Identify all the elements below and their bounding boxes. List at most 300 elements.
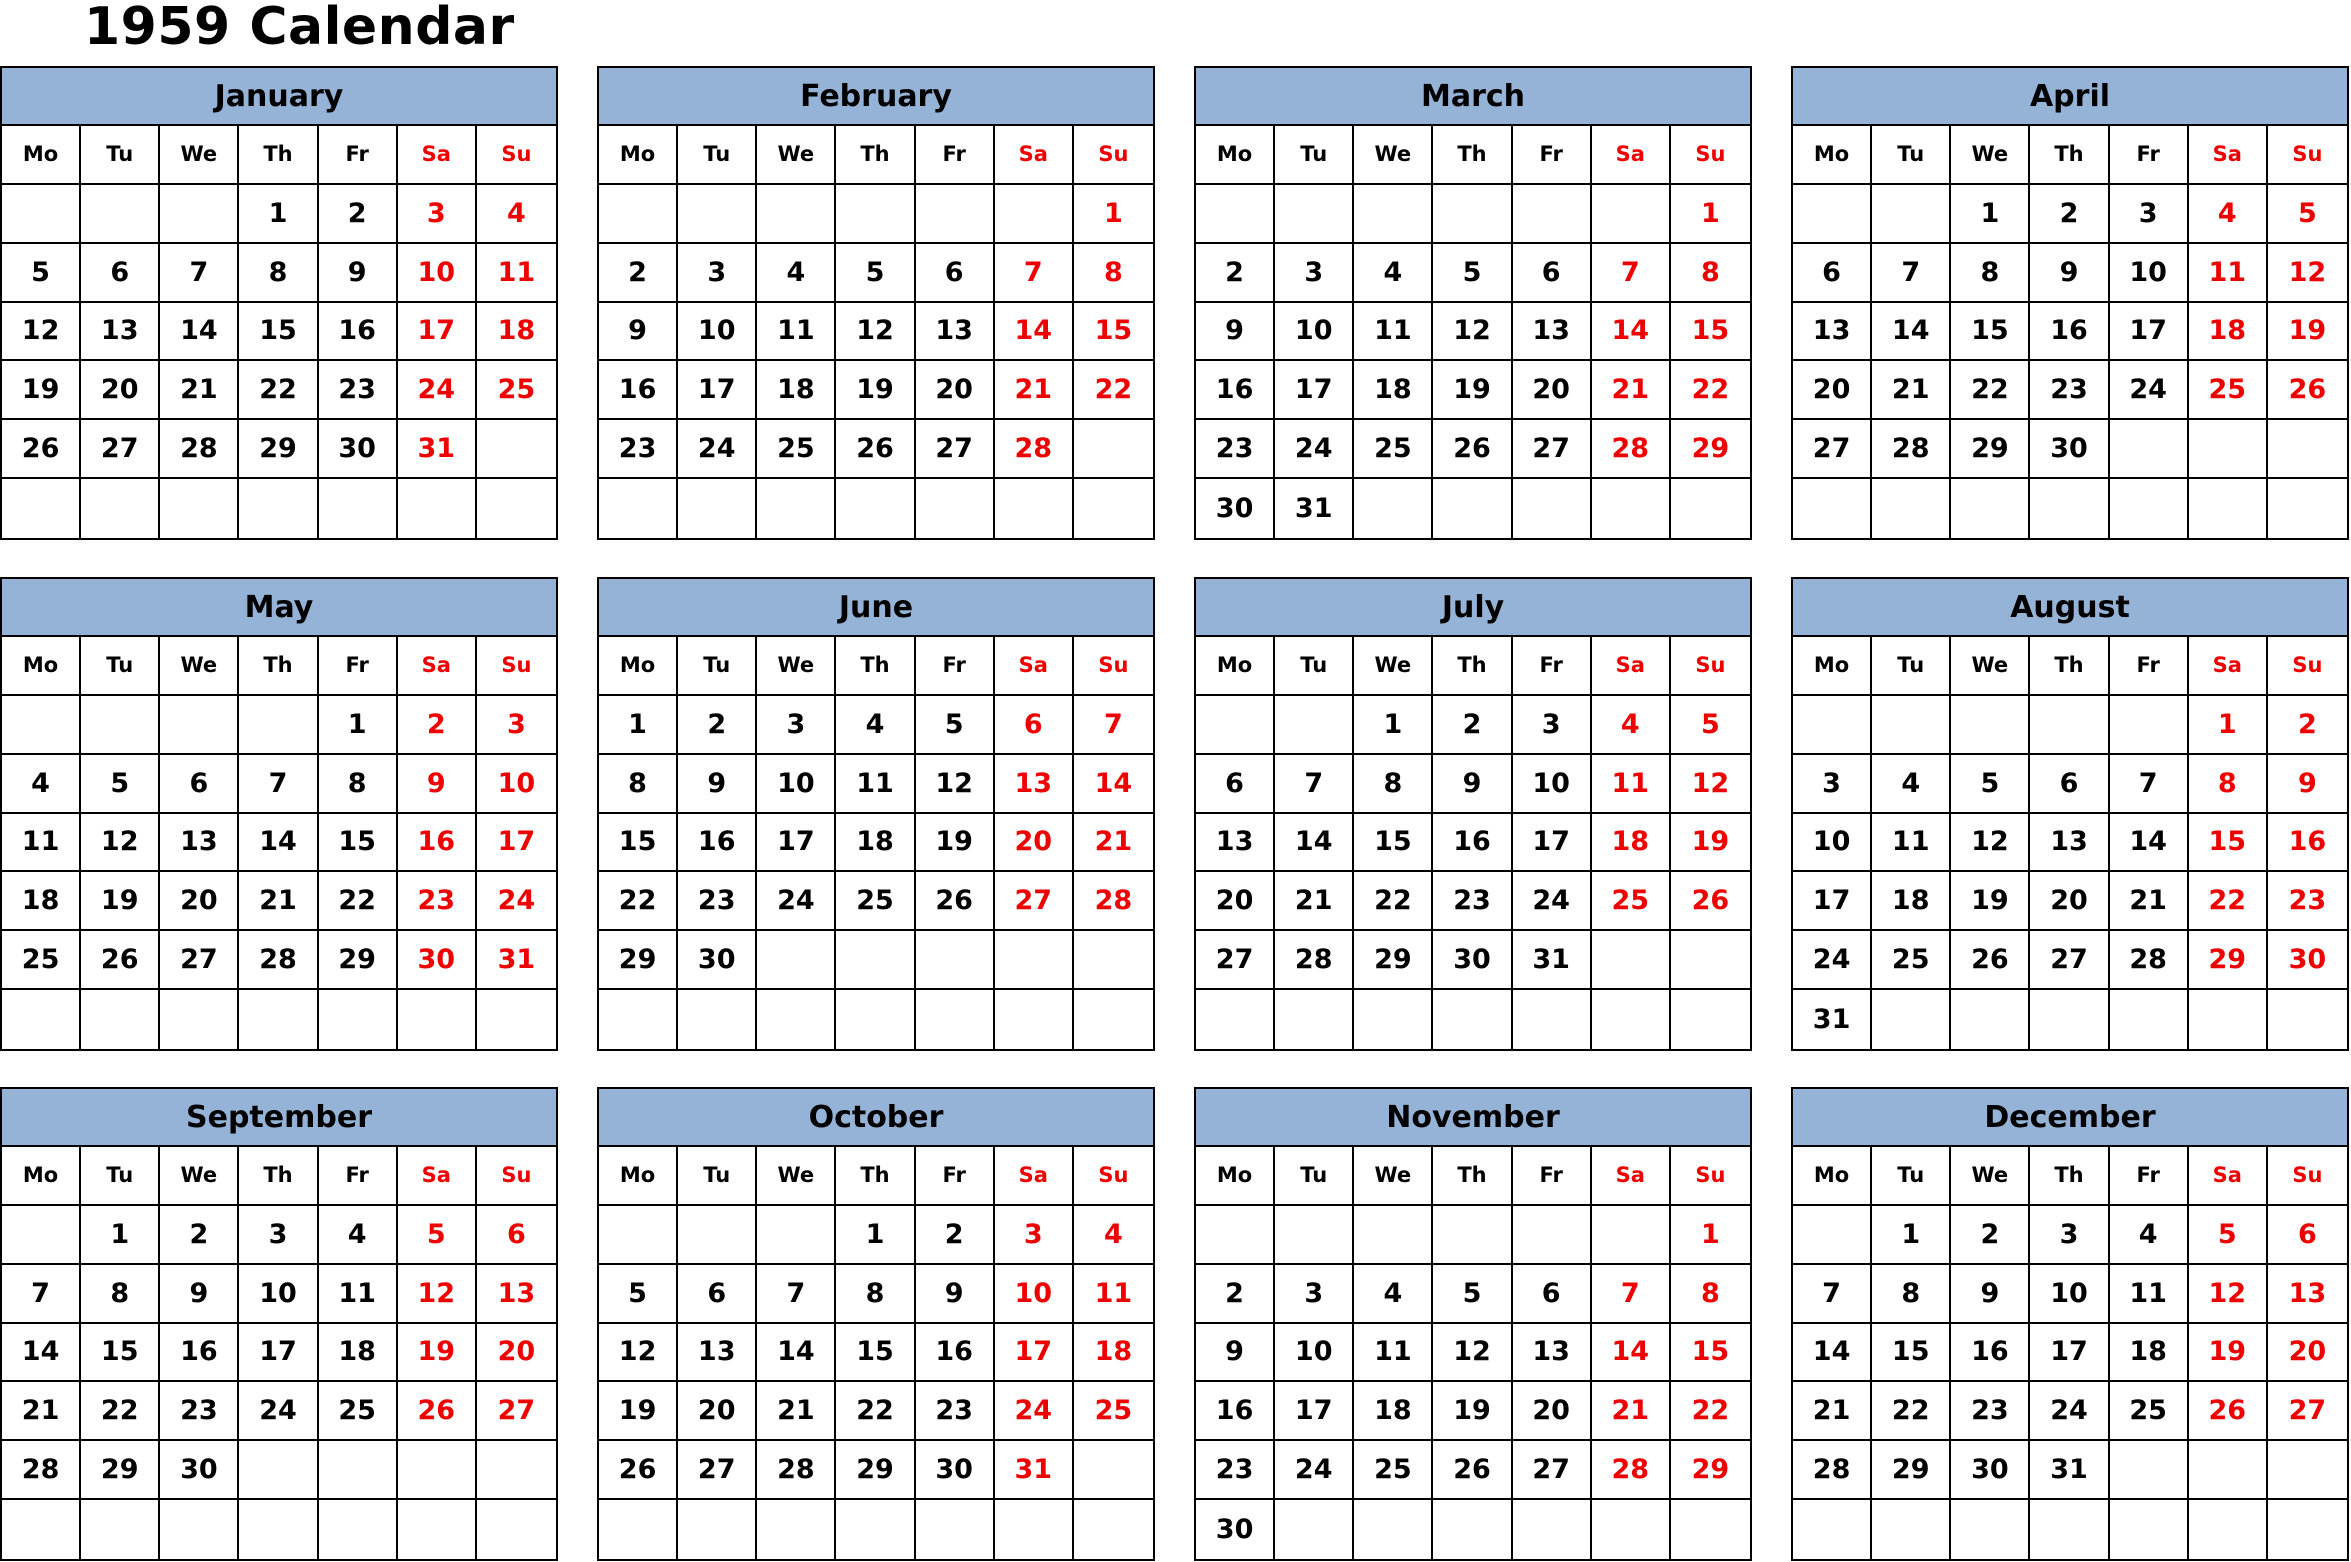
day-cell: 30	[319, 420, 398, 479]
day-cell: 5	[398, 1206, 477, 1265]
day-cell: 20	[678, 1382, 757, 1441]
day-cell: 25	[1074, 1382, 1153, 1441]
day-cell: 24	[239, 1382, 318, 1441]
day-cell: 8	[1671, 1265, 1750, 1324]
day-cell: 7	[2110, 755, 2189, 814]
month-june	[597, 577, 1155, 1051]
day-cell: 31	[995, 1441, 1074, 1500]
day-cell: 5	[916, 696, 995, 755]
month-july	[1194, 577, 1752, 1051]
weekday-header: Mo	[2, 126, 81, 185]
empty-cell	[239, 1441, 318, 1500]
day-cell: 22	[81, 1382, 160, 1441]
day-cell: 5	[1433, 1265, 1512, 1324]
day-cell: 15	[1074, 303, 1153, 362]
day-cell: 18	[2110, 1324, 2189, 1383]
day-cell: 8	[1671, 244, 1750, 303]
weekday-header: Tu	[678, 637, 757, 696]
day-cell: 14	[757, 1324, 836, 1383]
day-cell: 5	[81, 755, 160, 814]
day-cell: 1	[1671, 185, 1750, 244]
day-cell: 17	[678, 361, 757, 420]
day-cell: 7	[1592, 1265, 1671, 1324]
empty-cell	[477, 990, 556, 1049]
day-cell: 1	[2189, 696, 2268, 755]
day-cell: 9	[916, 1265, 995, 1324]
day-cell: 23	[2030, 361, 2109, 420]
month-march	[1194, 66, 1752, 540]
weekday-header: Sa	[2189, 637, 2268, 696]
day-cell: 6	[2268, 1206, 2347, 1265]
weekday-header: We	[160, 1147, 239, 1206]
day-cell: 11	[1074, 1265, 1153, 1324]
weekday-header: We	[757, 637, 836, 696]
day-cell: 30	[2030, 420, 2109, 479]
day-cell: 12	[81, 814, 160, 873]
day-cell: 26	[916, 872, 995, 931]
empty-cell	[239, 1500, 318, 1559]
empty-cell	[678, 1206, 757, 1265]
empty-cell	[2110, 696, 2189, 755]
weekday-header: Sa	[398, 1147, 477, 1206]
day-cell: 1	[1951, 185, 2030, 244]
empty-cell	[1872, 1500, 1951, 1559]
day-cell: 24	[477, 872, 556, 931]
day-cell: 9	[2030, 244, 2109, 303]
day-cell: 25	[1592, 872, 1671, 931]
month-grid	[1793, 637, 2347, 1049]
weekday-header: Tu	[81, 126, 160, 185]
month-title: April	[1793, 68, 2347, 126]
day-cell: 2	[1433, 696, 1512, 755]
day-cell: 26	[1951, 931, 2030, 990]
day-cell: 24	[1275, 420, 1354, 479]
day-cell: 12	[1433, 303, 1512, 362]
day-cell: 15	[1354, 814, 1433, 873]
day-cell: 8	[836, 1265, 915, 1324]
day-cell: 14	[1592, 1324, 1671, 1383]
day-cell: 10	[1275, 1324, 1354, 1383]
empty-cell	[1951, 1500, 2030, 1559]
weekday-header: Th	[2030, 126, 2109, 185]
weekday-header: Tu	[1872, 637, 1951, 696]
empty-cell	[599, 1500, 678, 1559]
day-cell: 21	[1074, 814, 1153, 873]
day-cell: 4	[2110, 1206, 2189, 1265]
day-cell: 16	[1433, 814, 1512, 873]
empty-cell	[398, 1441, 477, 1500]
day-cell: 10	[1793, 814, 1872, 873]
day-cell: 20	[995, 814, 1074, 873]
day-cell: 12	[2189, 1265, 2268, 1324]
weekday-header: Mo	[599, 1147, 678, 1206]
empty-cell	[1793, 479, 1872, 538]
day-cell: 23	[678, 872, 757, 931]
empty-cell	[1354, 990, 1433, 1049]
day-cell: 13	[2268, 1265, 2347, 1324]
month-grid	[1196, 637, 1750, 1049]
day-cell: 16	[1951, 1324, 2030, 1383]
day-cell: 14	[1592, 303, 1671, 362]
day-cell: 8	[1354, 755, 1433, 814]
empty-cell	[1433, 990, 1512, 1049]
empty-cell	[995, 185, 1074, 244]
empty-cell	[1513, 479, 1592, 538]
day-cell: 25	[2189, 361, 2268, 420]
empty-cell	[2, 1500, 81, 1559]
day-cell: 16	[2268, 814, 2347, 873]
weekday-header: Th	[836, 126, 915, 185]
day-cell: 14	[160, 303, 239, 362]
day-cell: 5	[2268, 185, 2347, 244]
day-cell: 23	[1951, 1382, 2030, 1441]
day-cell: 4	[1354, 1265, 1433, 1324]
day-cell: 28	[1275, 931, 1354, 990]
day-cell: 23	[1433, 872, 1512, 931]
day-cell: 2	[916, 1206, 995, 1265]
weekday-header: Su	[477, 637, 556, 696]
empty-cell	[836, 990, 915, 1049]
day-cell: 9	[160, 1265, 239, 1324]
day-cell: 26	[81, 931, 160, 990]
day-cell: 29	[1671, 420, 1750, 479]
empty-cell	[398, 479, 477, 538]
day-cell: 28	[1872, 420, 1951, 479]
day-cell: 12	[1671, 755, 1750, 814]
month-grid	[1196, 1147, 1750, 1559]
month-december	[1791, 1087, 2349, 1561]
day-cell: 9	[398, 755, 477, 814]
weekday-header: Su	[1671, 637, 1750, 696]
day-cell: 11	[2189, 244, 2268, 303]
day-cell: 29	[319, 931, 398, 990]
day-cell: 21	[1275, 872, 1354, 931]
weekday-header: We	[1354, 1147, 1433, 1206]
empty-cell	[1196, 185, 1275, 244]
day-cell: 29	[1872, 1441, 1951, 1500]
day-cell: 16	[1196, 361, 1275, 420]
empty-cell	[2110, 1441, 2189, 1500]
weekday-header: Sa	[2189, 1147, 2268, 1206]
weekday-header: Th	[2030, 637, 2109, 696]
day-cell: 15	[599, 814, 678, 873]
day-cell: 22	[1872, 1382, 1951, 1441]
weekday-header: Su	[1074, 637, 1153, 696]
day-cell: 9	[2268, 755, 2347, 814]
day-cell: 17	[995, 1324, 1074, 1383]
weekday-header: Fr	[1513, 637, 1592, 696]
weekday-header: We	[160, 637, 239, 696]
weekday-header: Sa	[995, 126, 1074, 185]
day-cell: 26	[1433, 420, 1512, 479]
day-cell: 2	[1196, 244, 1275, 303]
empty-cell	[1196, 1206, 1275, 1265]
day-cell: 1	[319, 696, 398, 755]
empty-cell	[239, 990, 318, 1049]
empty-cell	[2030, 990, 2109, 1049]
empty-cell	[477, 420, 556, 479]
day-cell: 28	[995, 420, 1074, 479]
day-cell: 12	[1951, 814, 2030, 873]
day-cell: 9	[678, 755, 757, 814]
day-cell: 22	[239, 361, 318, 420]
day-cell: 24	[398, 361, 477, 420]
weekday-header: Fr	[1513, 126, 1592, 185]
empty-cell	[995, 1500, 1074, 1559]
empty-cell	[2, 696, 81, 755]
day-cell: 26	[2, 420, 81, 479]
weekday-header: Mo	[599, 637, 678, 696]
day-cell: 5	[836, 244, 915, 303]
weekday-header: Fr	[2110, 637, 2189, 696]
day-cell: 8	[1074, 244, 1153, 303]
weekday-header: Mo	[1196, 1147, 1275, 1206]
weekday-header: Mo	[1196, 126, 1275, 185]
weekday-header: Su	[477, 126, 556, 185]
day-cell: 23	[319, 361, 398, 420]
month-title: March	[1196, 68, 1750, 126]
weekday-header: Fr	[916, 126, 995, 185]
weekday-header: Th	[1433, 637, 1512, 696]
day-cell: 30	[1196, 479, 1275, 538]
weekday-header: Su	[477, 1147, 556, 1206]
weekday-header: Fr	[2110, 1147, 2189, 1206]
empty-cell	[599, 1206, 678, 1265]
empty-cell	[1275, 1500, 1354, 1559]
month-grid	[599, 126, 1153, 538]
empty-cell	[1793, 1500, 1872, 1559]
day-cell: 15	[81, 1324, 160, 1383]
weekday-header: Th	[836, 1147, 915, 1206]
day-cell: 14	[1074, 755, 1153, 814]
day-cell: 24	[1513, 872, 1592, 931]
month-november	[1194, 1087, 1752, 1561]
month-title: October	[599, 1089, 1153, 1147]
day-cell: 7	[1074, 696, 1153, 755]
weekday-header: Sa	[995, 1147, 1074, 1206]
empty-cell	[160, 1500, 239, 1559]
day-cell: 15	[1951, 303, 2030, 362]
day-cell: 17	[1793, 872, 1872, 931]
day-cell: 26	[398, 1382, 477, 1441]
empty-cell	[160, 185, 239, 244]
day-cell: 29	[836, 1441, 915, 1500]
day-cell: 21	[160, 361, 239, 420]
empty-cell	[2268, 479, 2347, 538]
day-cell: 3	[477, 696, 556, 755]
day-cell: 3	[398, 185, 477, 244]
month-grid	[2, 126, 556, 538]
day-cell: 10	[678, 303, 757, 362]
empty-cell	[678, 479, 757, 538]
empty-cell	[319, 1441, 398, 1500]
day-cell: 15	[319, 814, 398, 873]
day-cell: 2	[2030, 185, 2109, 244]
day-cell: 4	[2189, 185, 2268, 244]
empty-cell	[1074, 479, 1153, 538]
weekday-header: Th	[2030, 1147, 2109, 1206]
day-cell: 19	[916, 814, 995, 873]
day-cell: 4	[1592, 696, 1671, 755]
day-cell: 3	[678, 244, 757, 303]
day-cell: 10	[757, 755, 836, 814]
day-cell: 30	[1196, 1500, 1275, 1559]
day-cell: 8	[1872, 1265, 1951, 1324]
empty-cell	[1592, 185, 1671, 244]
day-cell: 5	[1951, 755, 2030, 814]
day-cell: 20	[160, 872, 239, 931]
day-cell: 10	[2110, 244, 2189, 303]
day-cell: 13	[916, 303, 995, 362]
day-cell: 2	[319, 185, 398, 244]
day-cell: 21	[1592, 1382, 1671, 1441]
day-cell: 24	[1275, 1441, 1354, 1500]
day-cell: 16	[1196, 1382, 1275, 1441]
day-cell: 1	[1354, 696, 1433, 755]
weekday-header: Tu	[678, 126, 757, 185]
empty-cell	[160, 479, 239, 538]
month-title: June	[599, 579, 1153, 637]
month-title: December	[1793, 1089, 2347, 1147]
day-cell: 19	[1433, 1382, 1512, 1441]
day-cell: 2	[678, 696, 757, 755]
day-cell: 25	[477, 361, 556, 420]
empty-cell	[2110, 990, 2189, 1049]
empty-cell	[2189, 479, 2268, 538]
day-cell: 26	[836, 420, 915, 479]
day-cell: 27	[995, 872, 1074, 931]
day-cell: 21	[2, 1382, 81, 1441]
day-cell: 20	[2268, 1324, 2347, 1383]
day-cell: 12	[836, 303, 915, 362]
day-cell: 27	[1196, 931, 1275, 990]
day-cell: 26	[2268, 361, 2347, 420]
day-cell: 6	[1513, 244, 1592, 303]
day-cell: 1	[836, 1206, 915, 1265]
empty-cell	[599, 479, 678, 538]
day-cell: 18	[1592, 814, 1671, 873]
empty-cell	[836, 931, 915, 990]
weekday-header: Sa	[1592, 637, 1671, 696]
day-cell: 22	[1671, 361, 1750, 420]
day-cell: 4	[2, 755, 81, 814]
day-cell: 26	[1671, 872, 1750, 931]
day-cell: 27	[1513, 1441, 1592, 1500]
empty-cell	[599, 990, 678, 1049]
day-cell: 6	[2030, 755, 2109, 814]
day-cell: 9	[1951, 1265, 2030, 1324]
day-cell: 14	[1275, 814, 1354, 873]
day-cell: 7	[757, 1265, 836, 1324]
day-cell: 12	[599, 1324, 678, 1383]
day-cell: 29	[2189, 931, 2268, 990]
month-title: May	[2, 579, 556, 637]
day-cell: 16	[398, 814, 477, 873]
weekday-header: Su	[1074, 1147, 1153, 1206]
day-cell: 14	[1872, 303, 1951, 362]
day-cell: 5	[599, 1265, 678, 1324]
day-cell: 18	[319, 1324, 398, 1383]
month-grid	[1196, 126, 1750, 538]
day-cell: 17	[1275, 361, 1354, 420]
day-cell: 30	[160, 1441, 239, 1500]
day-cell: 18	[477, 303, 556, 362]
day-cell: 23	[1196, 1441, 1275, 1500]
day-cell: 27	[81, 420, 160, 479]
day-cell: 30	[398, 931, 477, 990]
empty-cell	[1671, 990, 1750, 1049]
empty-cell	[477, 479, 556, 538]
day-cell: 20	[477, 1324, 556, 1383]
empty-cell	[1433, 479, 1512, 538]
weekday-header: Sa	[2189, 126, 2268, 185]
day-cell: 19	[2268, 303, 2347, 362]
day-cell: 3	[1513, 696, 1592, 755]
month-grid	[599, 637, 1153, 1049]
day-cell: 24	[2110, 361, 2189, 420]
weekday-header: Tu	[678, 1147, 757, 1206]
empty-cell	[1433, 1206, 1512, 1265]
day-cell: 27	[1513, 420, 1592, 479]
day-cell: 9	[319, 244, 398, 303]
month-grid	[1793, 1147, 2347, 1559]
empty-cell	[1872, 696, 1951, 755]
day-cell: 18	[836, 814, 915, 873]
day-cell: 6	[678, 1265, 757, 1324]
empty-cell	[2268, 420, 2347, 479]
day-cell: 9	[1433, 755, 1512, 814]
day-cell: 7	[1592, 244, 1671, 303]
day-cell: 12	[2, 303, 81, 362]
weekday-header: Th	[1433, 126, 1512, 185]
day-cell: 26	[2189, 1382, 2268, 1441]
day-cell: 21	[1592, 361, 1671, 420]
day-cell: 10	[398, 244, 477, 303]
day-cell: 20	[1513, 361, 1592, 420]
empty-cell	[2, 479, 81, 538]
day-cell: 20	[1196, 872, 1275, 931]
day-cell: 15	[1671, 303, 1750, 362]
day-cell: 7	[1275, 755, 1354, 814]
empty-cell	[1074, 1441, 1153, 1500]
empty-cell	[678, 185, 757, 244]
weekday-header: Mo	[1793, 637, 1872, 696]
weekday-header: Su	[2268, 1147, 2347, 1206]
month-september	[0, 1087, 558, 1561]
empty-cell	[757, 990, 836, 1049]
empty-cell	[1513, 1206, 1592, 1265]
day-cell: 23	[2268, 872, 2347, 931]
day-cell: 27	[1793, 420, 1872, 479]
day-cell: 12	[398, 1265, 477, 1324]
weekday-header: Sa	[995, 637, 1074, 696]
day-cell: 4	[1354, 244, 1433, 303]
day-cell: 6	[916, 244, 995, 303]
day-cell: 10	[995, 1265, 1074, 1324]
weekday-header: We	[1951, 1147, 2030, 1206]
empty-cell	[2, 185, 81, 244]
day-cell: 13	[1513, 303, 1592, 362]
day-cell: 9	[599, 303, 678, 362]
month-title: July	[1196, 579, 1750, 637]
month-title: February	[599, 68, 1153, 126]
empty-cell	[1592, 479, 1671, 538]
empty-cell	[1872, 185, 1951, 244]
day-cell: 31	[477, 931, 556, 990]
day-cell: 28	[1592, 1441, 1671, 1500]
month-title: November	[1196, 1089, 1750, 1147]
day-cell: 21	[1793, 1382, 1872, 1441]
